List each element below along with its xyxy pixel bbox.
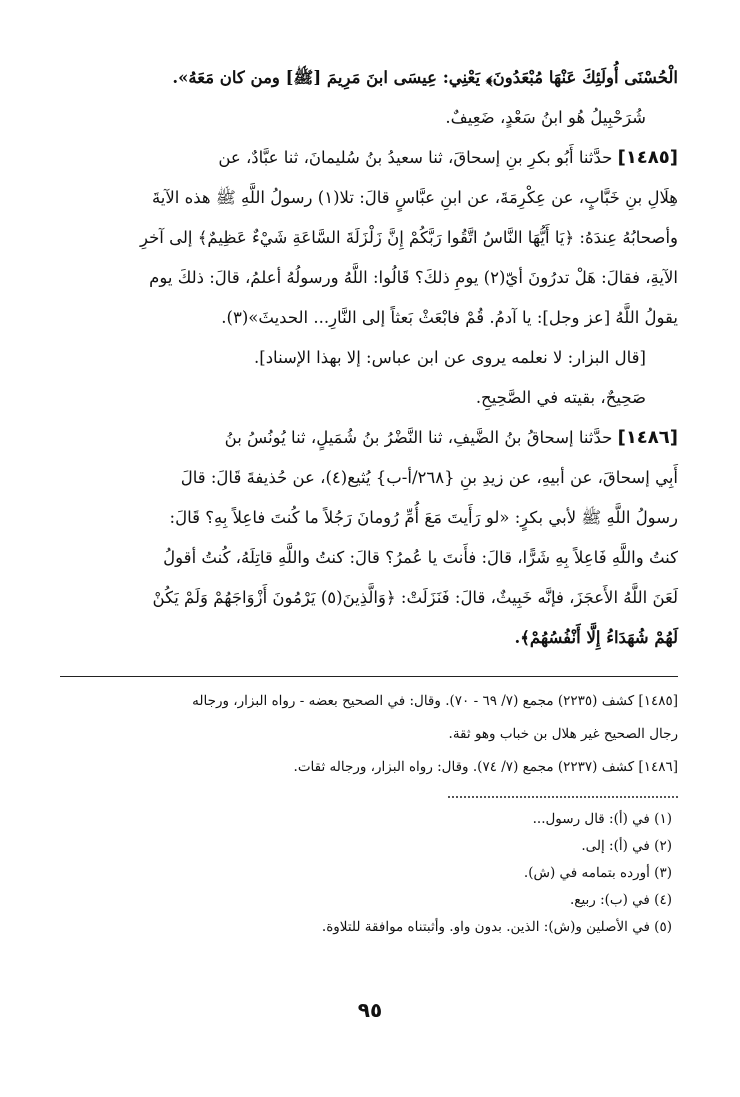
source-ref-1486: [١٤٨٦] كشف (٢٢٣٧) مجمع (٧/ ٧٤). وقال: رواه البزار، ورجاله ثقات. [293, 759, 678, 775]
hadith-1485 [60, 138, 678, 418]
hadith-1486 [60, 418, 678, 658]
dotted-divider [448, 796, 678, 800]
footnote: (٤) في (ب): ربيع. [569, 892, 672, 908]
narrator-grading: شُرَحْبِيلُ هُو ابنُ سَعْدٍ، ضَعِيفٌ. [445, 108, 646, 127]
source-references [60, 685, 678, 784]
hadith-number: [١٤٨٦] [617, 427, 678, 448]
footnote: (٥) في الأصلين و(ش): الذين. بدون واو. وأثبتناه موافقة للتلاوة. [321, 919, 672, 935]
hadith-text-line: وأصحابُهُ عِندَهُ: ﴿يَا أَيُّهَا النَّاسُ اتَّقُوا رَبَّكُمْ إِنَّ زَلْزَلَةَ السَّاعَةِ شَيْءٌ عَظِيمٌ﴾ إلى آخرِ [139, 228, 678, 247]
hadith-text-line: حدَّثنا إسحاقُ بنُ الضَّيفِ، ثنا النَّضْرُ بنُ شُمَيلٍ، ثنا يُونُسُ بنُ [224, 428, 613, 447]
footnote: (٢) في (أ): إلى. [581, 838, 672, 854]
footnote: (١) في (أ): قال رسول... [532, 811, 672, 827]
source-ref-1485: [١٤٨٥] كشف (٢٢٣٥) مجمع (٧/ ٦٩ - ٧٠). وقال: في الصحيح بعضه - رواه البزار، ورجاله [192, 693, 678, 709]
hadith-text-line: الآيةِ، فقالَ: هَلْ تدرُونَ أيّ(٢) يومِ ذلكَ؟ قَالُوا: اللَّهُ ورسولُهُ أعلمُ، قالَ: ذلكَ يوم [149, 268, 678, 287]
hadith-text-line: يقولُ اللَّهُ [عز وجل]: يا آدمُ. قُمْ فابْعَثْ بَعثاً إلى النَّارِ... الحديثَ»(٣). [221, 308, 678, 327]
hadith-text-line: حدَّثنا أَبُو بكرِ بنِ إسحاقَ، ثنا سعيدُ بنُ سُليمانَ، ثنا عبَّادٌ، عن [218, 148, 613, 167]
hadith-text-line: رسولُ اللَّهِ ﷺ لأبي بكرٍ: «لو رَأَيتَ مَعَ أُمِّ رُومانَ رَجُلاً ما كُنتَ فاعِلاً بِهِ؟ قَالَ: [169, 508, 678, 527]
hadith-1485-first-line [60, 138, 678, 178]
footnote-separator [60, 676, 678, 677]
hadith-grade: صَحِيحٌ، بقيته في الصَّحِيحِ. [475, 388, 646, 407]
hadith-text-line: لَهُمْ شُهَدَاءُ إِلَّا أَنْفُسُهُمْ﴾. [514, 628, 678, 647]
hadith-1486-first-line [60, 418, 678, 458]
quran-verse-continuation: الْحُسْنَى أُولَئِكَ عَنْهَا مُبْعَدُونَ﴾ يَعْنِي: عِيسَى ابنَ مَرِيمَ [ﷺ] ومن كان مَعَهُ». [172, 68, 678, 87]
hadith-text-line: هِلَالِ بنِ خَبَّابٍ، عن عِكْرِمَةَ، عن ابنِ عبَّاسٍ قالَ: تلا(١) رسولُ اللَّهِ ﷺ هذه الآيةَ [151, 188, 678, 207]
page-number: ٩٥ [357, 998, 383, 1022]
bazzar-comment: [قال البزار: لا نعلمه يروى عن ابن عباس: إلا بهذا الإسناد]. [254, 348, 646, 367]
hadith-number: [١٤٨٥] [617, 147, 678, 168]
source-ref-1485-cont: رجال الصحيح غير هلال بن خباب وهو ثقة. [448, 726, 678, 742]
hadith-text-line: لَعَنَ اللَّهُ الأَعجَزَ، فإنَّه خَبِيثٌ، قالَ: فَنَزَلَتْ: ﴿وَالَّذِينَ(٥) يَرْمُونَ أَزْوَاجَهُمْ وَلَمْ يَكُنْ [152, 588, 678, 607]
footnotes [60, 806, 678, 941]
hadith-text-line: كنتُ واللَّهِ فَاعِلاً بِهِ شَرًّا، قالَ: فأَنتَ يا عُمرُ؟ قالَ: كنتُ واللَّهِ قاتِلَهُ، كُنتُ أقولُ [163, 548, 678, 567]
dotted-divider-wrap [60, 784, 678, 806]
footnote: (٣) أورده بتمامه في (ش). [523, 865, 672, 881]
hadith-text-line: أَبِي إسحاقَ، عن أبيهِ، عن زيدِ بنِ {٢٦٨/أ-ب} يُثيع(٤)، عن حُذيفةَ قَالَ: قالَ [180, 468, 678, 487]
